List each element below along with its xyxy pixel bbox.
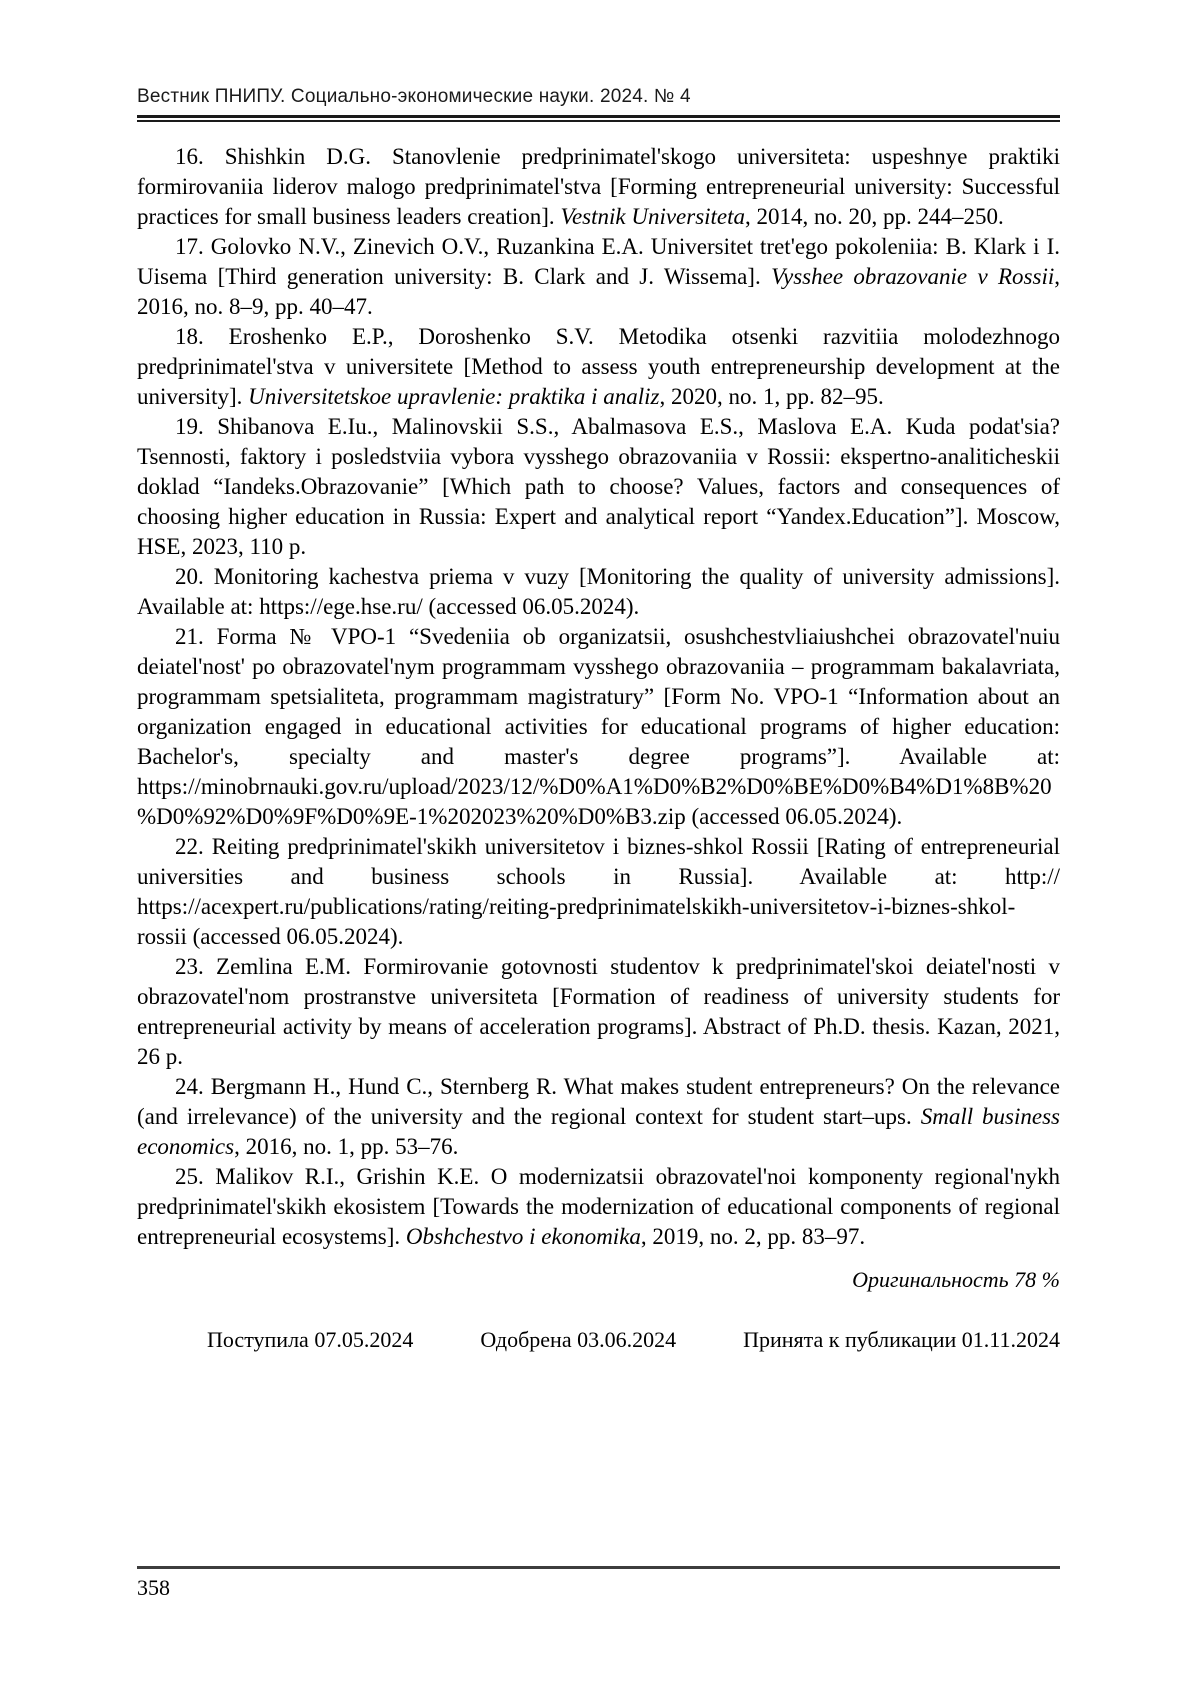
reference-text: 19. Shibanova E.Iu., Malinovskii S.S., Abalmasova E.S., Maslova E.A. Kuda podat'sia? Tsennosti, faktory i posledstviia vybora vysshego obrazovaniia v Rossii: ekspertno-analiticheskii doklad “Iandeks.Obrazovanie” [Which path to choose? Values, factors and consequences of choosing higher education in Russia: Expert and analytical report “Yandex.Education”]. Moscow, HSE, 2023, 110 p. <box>137 414 1060 559</box>
reference-item <box>137 622 1060 832</box>
page-footer <box>137 1566 1060 1602</box>
journal-title-italic: Universitetskoe upravlenie: praktika i analiz <box>248 384 660 409</box>
reference-text: 18. Eroshenko E.P., Doroshenko S.V. Metodika otsenki razvitiia molodezhnogo predprinimatel'stva v universitete [Method to assess youth entrepreneurship development at the university]. <box>137 324 1060 409</box>
reference-item <box>137 1072 1060 1162</box>
page-number: 358 <box>137 1575 170 1600</box>
reference-text: , 2020, no. 1, pp. 82–95. <box>659 384 884 409</box>
reference-item <box>137 562 1060 622</box>
journal-title-italic: Vysshee obrazovanie v Rossii <box>771 264 1055 289</box>
date-approved: Одобрена 03.06.2024 <box>480 1327 677 1352</box>
reference-text: 17. Golovko N.V., Zinevich O.V., Ruzankina E.A. Universitet tret'ego pokoleniia: B. Klark i I. Uisema [Third generation university: B. Clark and J. Wissema]. <box>137 234 1060 289</box>
reference-text: 20. Monitoring kachestva priema v vuzy [Monitoring the quality of university admissions]. Available at: https://ege.hse.ru/ (accessed 06.05.2024). <box>137 564 1060 619</box>
reference-item <box>137 232 1060 322</box>
reference-text: 22. Reiting predprinimatel'skikh universitetov i biznes-shkol Rossii [Rating of entrepreneurial universities and business schools in Russia]. Available at: http:// https://acexpert.ru/publications/rating/reiting-predprinimatelskikh-universitetov-i-biznes-shkol-rossii (accessed 06.05.2024). <box>137 834 1060 949</box>
reference-text: 25. Malikov R.I., Grishin K.E. O modernizatsii obrazovatel'noi komponenty regional'nykh predprinimatel'skikh ekosistem [Towards the modernization of educational components of regional entrepreneurial ecosystems]. <box>137 1164 1060 1249</box>
reference-text: 16. Shishkin D.G. Stanovlenie predprinimatel'skogo universiteta: uspeshnye praktiki formirovaniia liderov malogo predprinimatel'stva [Forming entrepreneurial university: Successful practices for small business leaders creation]. <box>137 144 1060 229</box>
journal-header-title: Вестник ПНИПУ. Социально-экономические науки. 2024. № 4 <box>137 86 691 107</box>
running-header <box>137 86 1060 122</box>
reference-item <box>137 322 1060 412</box>
reference-item <box>137 412 1060 562</box>
references-list <box>137 142 1060 1252</box>
date-received: Поступила 07.05.2024 <box>207 1327 414 1352</box>
journal-title-italic: Small business economics <box>137 1104 1060 1159</box>
reference-text: , 2019, no. 2, pp. 83–97. <box>640 1224 866 1249</box>
reference-item <box>137 952 1060 1072</box>
footer-rule <box>137 1566 1060 1569</box>
journal-title-italic: Vestnik Universiteta <box>560 204 746 229</box>
originality-note: Оригинальность 78 % <box>852 1267 1060 1292</box>
date-accepted: Принята к публикации 01.11.2024 <box>743 1327 1060 1352</box>
article-dates-row <box>137 1326 1060 1354</box>
reference-text: , 2016, no. 8–9, pp. 40–47. <box>137 264 1060 319</box>
reference-text: , 2014, no. 20, pp. 244–250. <box>745 204 1004 229</box>
header-double-rule <box>137 115 1060 122</box>
reference-item <box>137 1162 1060 1252</box>
journal-title-italic: Obshchestvo i ekonomika <box>405 1224 641 1249</box>
reference-item <box>137 142 1060 232</box>
reference-text: 21. Forma № VPO-1 “Svedeniia ob organizatsii, osushchestvliaiushchei obrazovatel'nuiu deiatel'nost' po obrazovatel'nym programmam vysshego obrazovaniia – programmam bakalavriata, programmam spetsialiteta, programmam magistratury” [Form No. VPO-1 “Information about an organization engaged in educational activities for educational programs of higher education: Bachelor's, specialty and master's degree programs”]. Available at: https://minobrnauki.gov.ru/upload/2023/12/%D0%A1%D0%B2%D0%BE%D0%B4%D1%8B%20%D0%92%D0%9F%D0%9E-1%202023%20%D0%B3.zip (accessed 06.05.2024). <box>137 624 1060 829</box>
reference-text: 24. Bergmann H., Hund C., Sternberg R. What makes student entrepreneurs? On the relevance (and irrelevance) of the university and the regional context for student start–ups. <box>137 1074 1060 1129</box>
reference-item <box>137 832 1060 952</box>
reference-text: 23. Zemlina E.M. Formirovanie gotovnosti studentov k predprinimatel'skoi deiatel'nosti v obrazovatel'nom prostranstve universiteta [Formation of readiness of university students for entrepreneurial activity by means of acceleration programs]. Abstract of Ph.D. thesis. Kazan, 2021, 26 p. <box>137 954 1060 1069</box>
reference-text: , 2016, no. 1, pp. 53–76. <box>234 1134 459 1159</box>
